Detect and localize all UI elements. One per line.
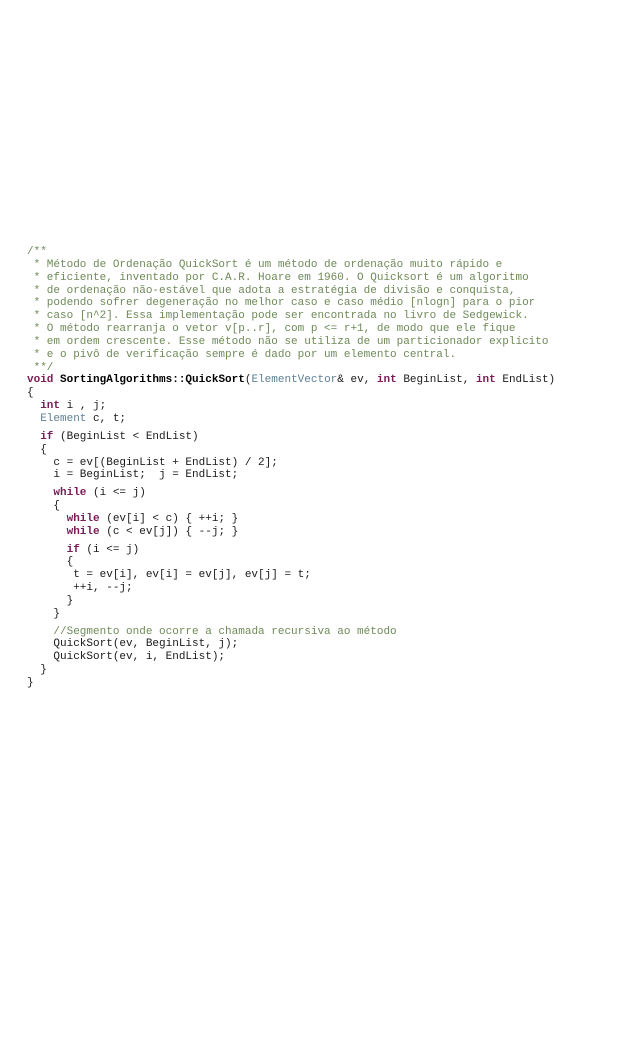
- code-line: [27, 246, 627, 259]
- code-line: [27, 608, 627, 621]
- code-line: [27, 272, 627, 285]
- code-token-plain: }: [27, 607, 61, 620]
- code-token-plain: & ev,: [337, 374, 377, 387]
- code-token-plain: BeginList,: [396, 374, 476, 387]
- code-token-plain: c = ev[(BeginList + EndList) / 2];: [27, 456, 278, 469]
- code-token-keyword: while: [66, 525, 100, 538]
- code-token-keyword: int: [475, 374, 496, 387]
- code-token-plain: {: [27, 500, 61, 513]
- code-line: [27, 664, 627, 677]
- code-line: [27, 626, 627, 639]
- code-line: [27, 651, 627, 664]
- code-token-plain: i , j;: [60, 400, 107, 413]
- code-token-comment: * de ordenação não-estável que adota a estratégia de divisão e conquista,: [27, 284, 516, 297]
- code-token-plain: }: [27, 677, 34, 689]
- code-token-plain: {: [27, 387, 34, 400]
- code-token-plain: {: [27, 556, 74, 569]
- code-token-keyword: while: [66, 512, 100, 525]
- code-line: [27, 544, 627, 557]
- code-token-plain: [27, 400, 40, 412]
- code-token-type: Element: [40, 412, 87, 425]
- code-token-plain: [27, 513, 67, 525]
- code-line: [27, 374, 627, 387]
- code-token-plain: t = ev[i], ev[i] = ev[j], ev[j] = t;: [27, 569, 311, 582]
- code-token-plain: [27, 526, 67, 538]
- code-token-plain: (ev[i] < c) { ++i; }: [99, 512, 239, 525]
- code-token-type: ElementVector: [251, 374, 338, 387]
- code-token-keyword: if: [66, 543, 80, 556]
- code-line: [27, 469, 627, 482]
- code-token-plain: [27, 431, 40, 443]
- code-line: [27, 362, 627, 375]
- code-token-comment: * O método rearranja o vetor v[p..r], com p <= r+1, de modo que ele fique: [27, 323, 516, 336]
- code-token-comment: * em ordem crescente. Esse método não se utiliza de um particionador explícito: [27, 335, 549, 348]
- code-line: [27, 297, 627, 310]
- code-token-comment: * podendo sofrer degeneração no melhor caso e caso médio [nlogn] para o pior: [27, 297, 536, 310]
- code-line: [27, 444, 627, 457]
- code-line: [27, 457, 627, 470]
- code-token-plain: {: [27, 443, 47, 456]
- code-token-plain: (i <= j): [86, 487, 146, 500]
- code-line: [27, 413, 627, 426]
- code-line: [27, 569, 627, 582]
- code-token-plain: }: [27, 664, 47, 677]
- code-token-plain: [27, 544, 67, 556]
- code-token-plain: QuickSort(ev, i, EndList);: [27, 651, 226, 664]
- code-token-func: SortingAlgorithms::QuickSort: [60, 374, 245, 387]
- code-line: [27, 323, 627, 336]
- code-token-plain: EndList): [495, 374, 556, 387]
- code-token-comment: * caso [n^2]. Essa implementação pode ser encontrada no livro de Sedgewick.: [27, 310, 529, 323]
- code-token-keyword: void: [27, 374, 54, 387]
- code-line: [27, 285, 627, 298]
- code-token-plain: [27, 413, 40, 425]
- code-line: [27, 677, 627, 690]
- code-line: [27, 310, 627, 323]
- code-token-comment: **/: [27, 361, 54, 374]
- code-token-plain: (BeginList < EndList): [53, 430, 199, 443]
- code-token-comment: * e o pivô de verificação sempre é dado por um elemento central.: [27, 348, 457, 361]
- code-token-plain: [27, 487, 53, 499]
- code-token-comment: * Método de Ordenação QuickSort é um método de ordenação muito rápido e: [27, 258, 503, 271]
- code-token-comment: //Segmento onde ocorre a chamada recursiva ao método: [53, 625, 397, 638]
- code-token-plain: (: [244, 374, 252, 387]
- code-line: [27, 513, 627, 526]
- code-token-keyword: if: [40, 430, 54, 443]
- code-line: [27, 349, 627, 362]
- code-listing: [27, 246, 627, 690]
- code-line: [27, 336, 627, 349]
- code-token-plain: ++i, --j;: [27, 582, 133, 595]
- code-line: [27, 259, 627, 272]
- code-token-plain: c, t;: [86, 412, 127, 425]
- code-line: [27, 638, 627, 651]
- code-line: [27, 556, 627, 569]
- code-line: [27, 400, 627, 413]
- code-token-keyword: int: [40, 400, 61, 413]
- code-token-plain: (c < ev[j]) { --j; }: [99, 525, 239, 538]
- code-token-plain: QuickSort(ev, BeginList, j);: [27, 638, 239, 651]
- code-line: [27, 595, 627, 608]
- code-token-plain: }: [27, 594, 74, 607]
- code-token-keyword: while: [53, 487, 87, 500]
- code-line: [27, 526, 627, 539]
- code-line: [27, 582, 627, 595]
- code-token-keyword: int: [376, 374, 397, 387]
- code-line: [27, 487, 627, 500]
- code-token-plain: [27, 626, 53, 638]
- code-token-comment: /**: [27, 246, 47, 258]
- code-token-plain: (i <= j): [79, 543, 140, 556]
- code-token-comment: * eficiente, inventado por C.A.R. Hoare em 1960. O Quicksort é um algoritmo: [27, 271, 529, 284]
- code-line: [27, 500, 627, 513]
- code-token-plain: i = BeginList; j = EndList;: [27, 469, 239, 482]
- code-line: [27, 431, 627, 444]
- code-line: [27, 387, 627, 400]
